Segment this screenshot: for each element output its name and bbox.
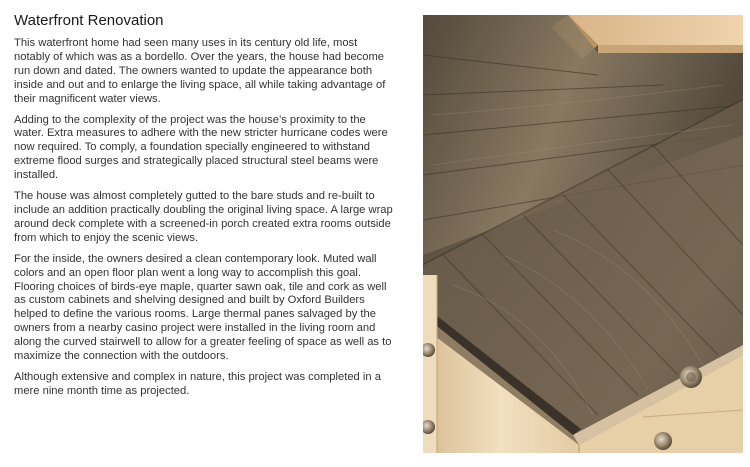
article-paragraph-2: Adding to the complexity of the project was the house’s proximity to the water. Extra measures to adhere with the new stricter hurricane codes were now required. To comply, a foundation specially engineered to withstand extreme flood surges and strategically placed structural steel beams were installed. [14, 113, 388, 182]
article-paragraph-1: This waterfront home had seen many uses in its century old life, most notably of which was as a bordello. Over the years, the house had become run down and dated. The owners wanted to update the appearance both inside and out and to enlarge the living space, all while taking advantage of their magnificent water views. [14, 37, 386, 105]
article-title: Waterfront Renovation [14, 12, 164, 29]
article-paragraph-5: Although extensive and complex in nature, this project was completed in a mere nine month time as projected. [14, 370, 381, 397]
article [14, 12, 394, 406]
countertop-photo [423, 15, 743, 453]
article-paragraph-3: The house was almost completely gutted to the bare studs and re-built to include an addition practically doubling the original living space. A large wrap around deck complete with a screened-in porch created extra rooms outside from which to enjoy the scenic views. [14, 190, 393, 244]
article-paragraph-4: For the inside, the owners desired a clean contemporary look. Muted wall colors and an open floor plan went a long way to accomplish this goal. Flooring choices of birds-eye maple, quarter sawn oak, tile and cork as well as custom cabinets and shelving designed and built by Oxford Builders helped to define the various rooms. Large thermal panes salvaged by the owners from a nearby casino project were installed in the living room and along the curved stairwell to allow for a greater feeling of space as well as to maximize the connection with the outdoors. [14, 252, 392, 363]
countertop-illustration [423, 15, 743, 453]
